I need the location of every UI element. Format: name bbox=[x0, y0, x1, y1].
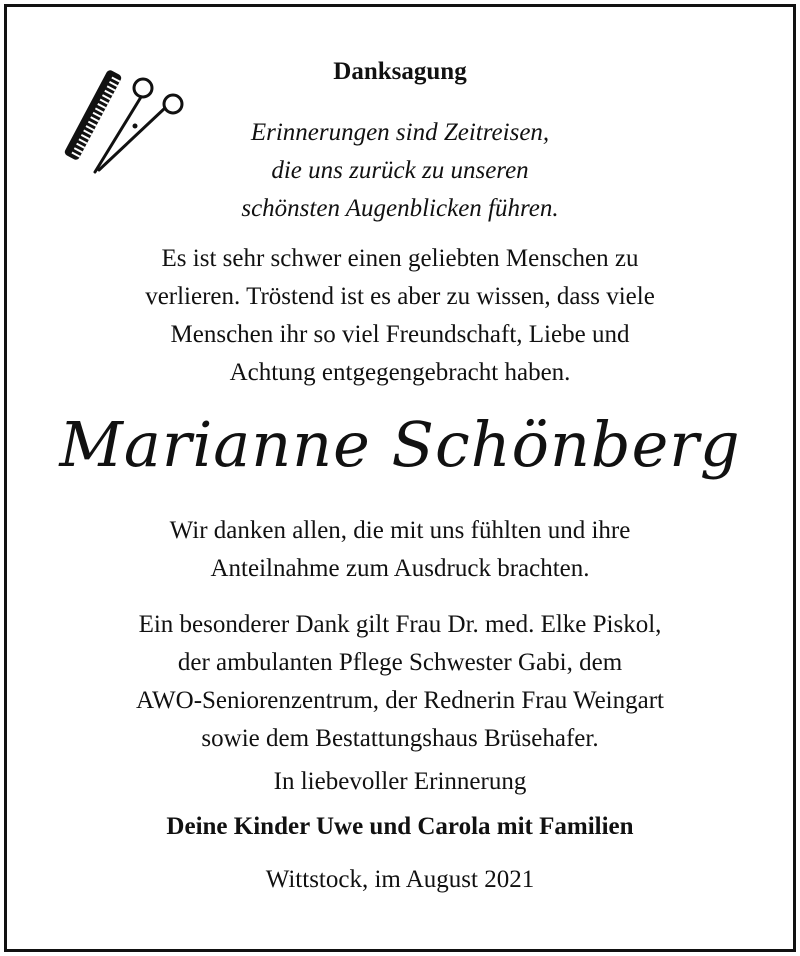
paragraph-line: Achtung entgegengebracht haben. bbox=[229, 359, 571, 386]
closing-line: In liebevoller Erinnerung bbox=[273, 768, 527, 795]
paragraph-line: Wir danken allen, die mit uns fühlten und ihre bbox=[169, 517, 631, 544]
poem-line: schönsten Augenblicken führen. bbox=[241, 195, 559, 222]
paragraph-line: AWO-Seniorenzentrum, der Rednerin Frau Weingart bbox=[136, 687, 664, 714]
heading: Danksagung bbox=[333, 58, 467, 85]
paragraph-special-thanks bbox=[0, 606, 800, 758]
paragraph-line: sowie dem Bestattungshaus Brüsehafer. bbox=[201, 725, 599, 752]
family-signature: Deine Kinder Uwe und Carola mit Familien bbox=[166, 813, 634, 840]
paragraph-thanks bbox=[0, 512, 800, 588]
deceased-name: Marianne Schönberg bbox=[59, 408, 741, 481]
paragraph-line: der ambulanten Pflege Schwester Gabi, dem bbox=[177, 649, 623, 676]
poem-line: Erinnerungen sind Zeitreisen, bbox=[250, 119, 550, 146]
paragraph-line: Ein besonderer Dank gilt Frau Dr. med. Elke Piskol, bbox=[138, 611, 662, 638]
paragraph-intro bbox=[0, 240, 800, 392]
paragraph-line: Anteilnahme zum Ausdruck brachten. bbox=[210, 555, 590, 582]
paragraph-line: Menschen ihr so viel Freundschaft, Liebe und bbox=[170, 321, 630, 348]
poem bbox=[0, 114, 800, 228]
paragraph-line: Es ist sehr schwer einen geliebten Menschen zu bbox=[161, 245, 639, 272]
poem-line: die uns zurück zu unseren bbox=[271, 157, 529, 184]
paragraph-line: verlieren. Tröstend ist es aber zu wissen, dass viele bbox=[145, 283, 655, 310]
place-and-date: Wittstock, im August 2021 bbox=[265, 866, 535, 893]
